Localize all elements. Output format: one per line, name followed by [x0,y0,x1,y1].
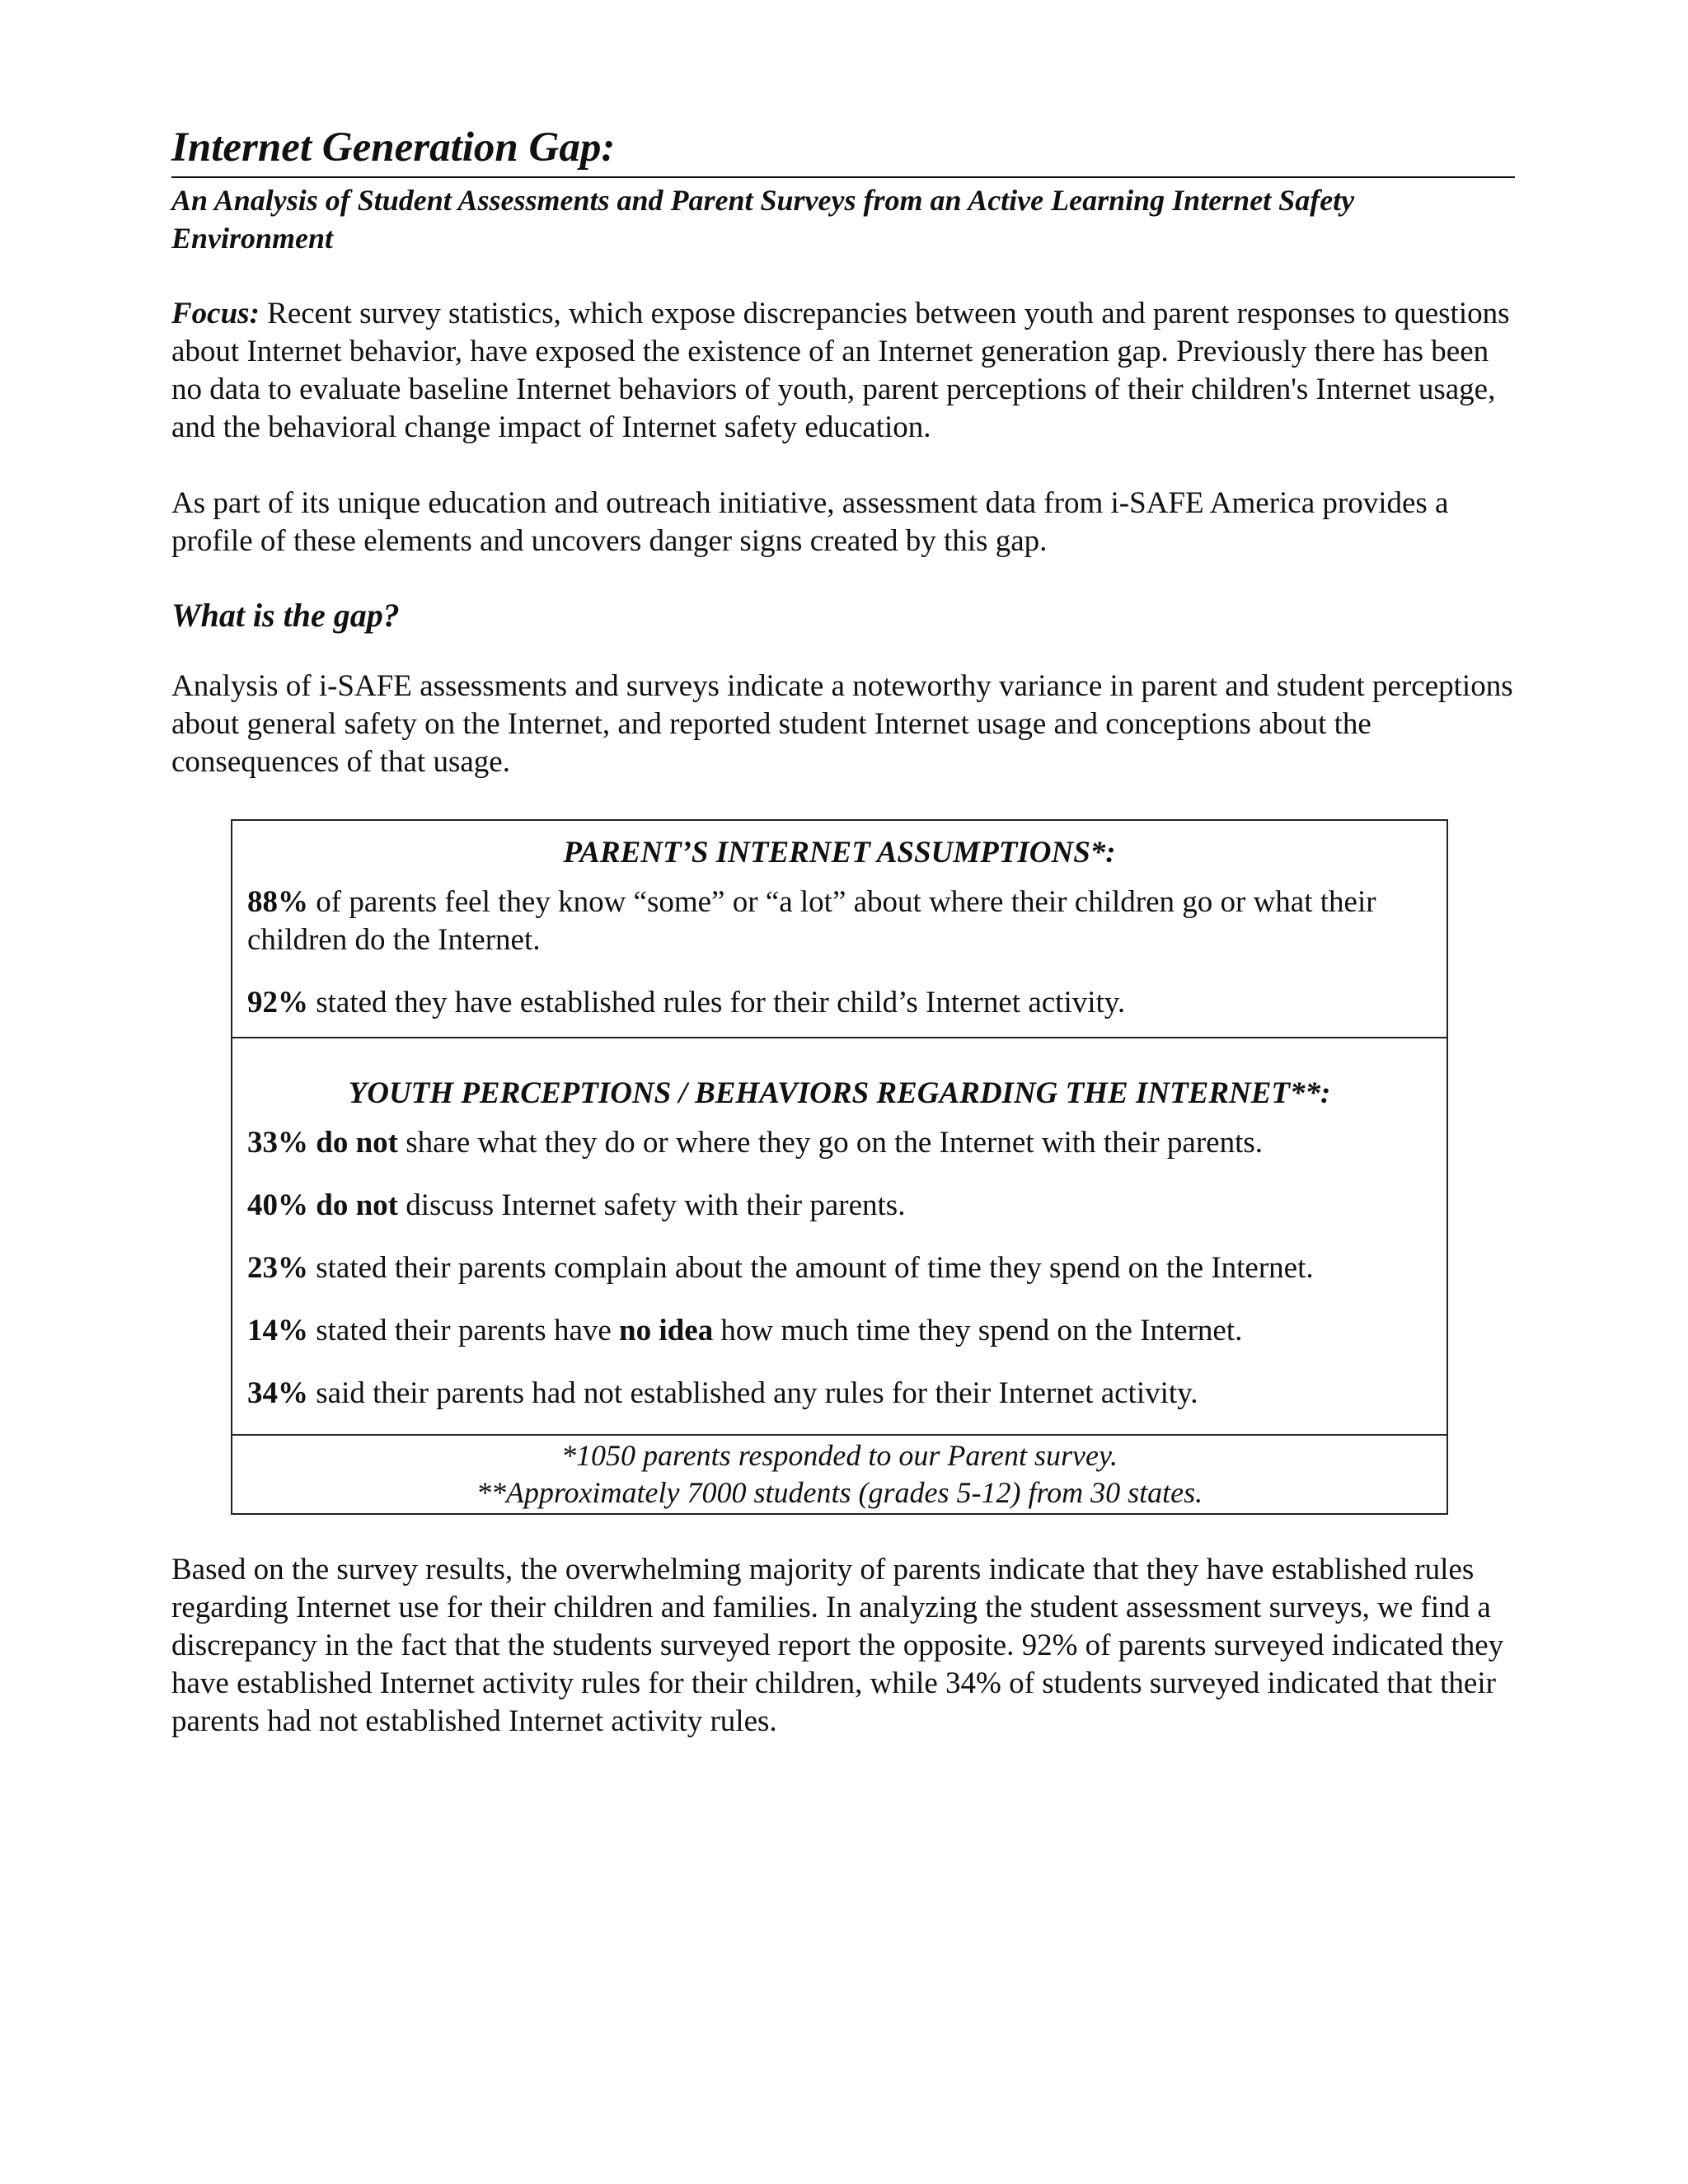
stat-percent: 14% [247,1314,308,1347]
stat-text: stated their parents have [308,1314,620,1347]
focus-text: Recent survey statistics, which expose discrepancies between youth and parent responses to questions about Internet behavior, have exposed the existence of an Internet generation gap. Previously there has been no data to evaluate baseline Internet behaviors of youth, parent perceptions of their children's Internet usage, and the behavioral change impact of Internet safety education. [171,297,1510,444]
focus-label: Focus: [171,297,260,330]
document-page [171,122,1515,1741]
stats-footnotes [232,1434,1447,1513]
parent-stat [247,984,1432,1022]
parent-assumptions-heading: PARENT’S INTERNET ASSUMPTIONS*: [563,836,1116,869]
document-subtitle: An Analysis of Student Assessments and Parent Surveys from an Active Learning Internet Safety Environment [171,184,1355,255]
youth-stat [247,1124,1432,1162]
focus-paragraph [171,295,1515,447]
youth-stat [247,1249,1432,1287]
gap-heading: What is the gap? [171,597,400,634]
intro-paragraph: As part of its unique education and outreach initiative, assessment data from i-SAFE America provides a profile of these elements and uncovers danger signs created by this gap. [171,486,1449,558]
stat-emphasis: no idea [619,1314,714,1347]
footnote-students: **Approximately 7000 students (grades 5-12) from 30 states. [476,1476,1203,1509]
stats-box [231,819,1448,1515]
gap-paragraph: Analysis of i-SAFE assessments and surveys indicate a noteworthy variance in parent and student perceptions about general safety on the Internet, and reported student Internet usage and conceptions about the consequences of that usage. [171,669,1513,779]
youth-perceptions-heading: YOUTH PERCEPTIONS / BEHAVIORS REGARDING THE INTERNET**: [348,1076,1331,1110]
youth-stat [247,1375,1432,1413]
stat-percent: 23% [247,1251,308,1285]
parent-stat [247,883,1432,959]
conclusion-paragraph: Based on the survey results, the overwhelming majority of parents indicate that they have established rules regarding Internet use for their children and families. In analyzing the student assessment surveys, we find a discrepancy in the fact that the students surveyed report the opposite. 92% of parents surveyed indicated they have established Internet activity rules for their children, while 34% of students surveyed indicated that their parents had not established Internet activity rules. [171,1553,1504,1738]
stat-text: how much time they spend on the Internet. [713,1314,1243,1347]
stat-text: discuss Internet safety with their parents. [397,1188,906,1222]
document-title: Internet Generation Gap: [171,122,1515,178]
stat-percent: 33% do not [247,1126,398,1160]
stat-text: share what they do or where they go on the Internet with their parents. [397,1126,1264,1160]
youth-stat [247,1187,1432,1225]
parent-assumptions-section [232,821,1447,1037]
stat-percent: 40% do not [247,1188,398,1222]
stat-text: said their parents had not established any rules for their Internet activity. [308,1376,1198,1410]
footnote-parents: *1050 parents responded to our Parent survey. [561,1439,1118,1472]
stat-percent: 34% [247,1376,308,1410]
stat-percent: 88% [247,885,308,919]
stat-text: of parents feel they know “some” or “a lot” about where their children go or what their children do the Internet. [247,885,1376,957]
youth-perceptions-section [232,1037,1447,1434]
stat-percent: 92% [247,986,308,1019]
youth-stat [247,1312,1432,1350]
stat-text: stated their parents complain about the amount of time they spend on the Internet. [308,1251,1314,1285]
stat-text: stated they have established rules for their child’s Internet activity. [308,986,1126,1019]
